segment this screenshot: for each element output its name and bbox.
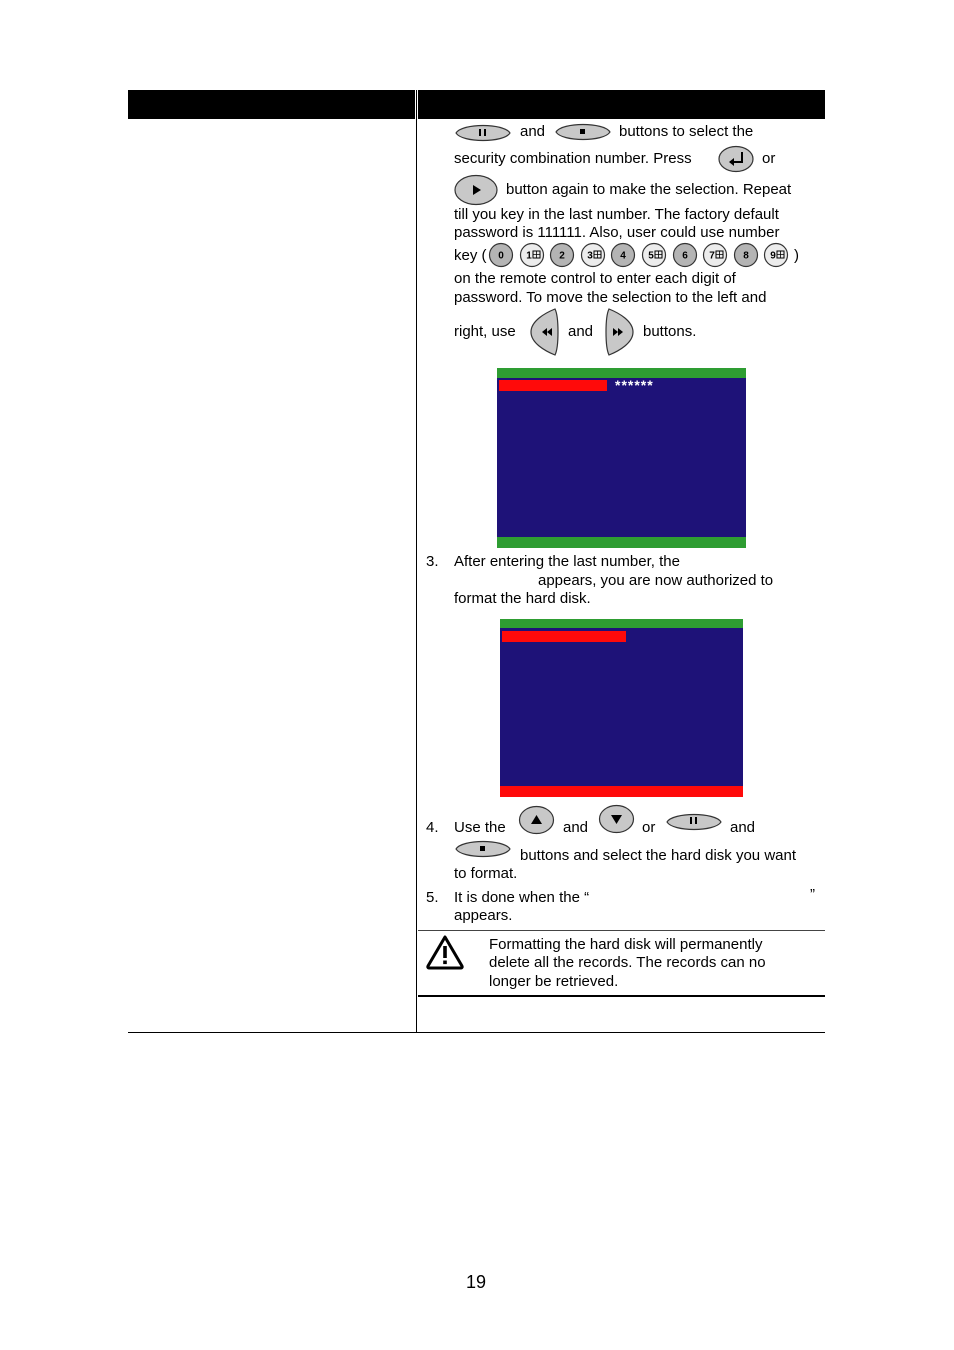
page-number: 19 xyxy=(466,1272,487,1292)
step2-line9-c: buttons. xyxy=(643,323,697,340)
warning-bottom-rule xyxy=(418,995,825,997)
number-key-6-icon xyxy=(672,242,698,268)
number-key-label: 4 xyxy=(620,250,627,262)
step2-line9-b: and xyxy=(568,323,594,340)
step4-line1-d: and xyxy=(730,819,756,836)
number-key-label: 3 xyxy=(587,250,593,262)
table-bottom-rule xyxy=(128,1032,825,1033)
step2-line1-text: buttons to select the xyxy=(619,123,754,140)
top-band xyxy=(500,619,743,628)
number-key-1-icon xyxy=(519,242,545,268)
number-key-label: 9 xyxy=(770,250,777,262)
enter-button-icon xyxy=(717,145,755,173)
step4-line1-c: or xyxy=(642,819,656,836)
stop-button-icon xyxy=(554,119,612,145)
number-key-label: 7 xyxy=(709,250,715,262)
number-key-0-icon xyxy=(488,242,514,268)
warning-line1: Formatting the hard disk will permanently xyxy=(489,936,763,953)
step3-line3: format the hard disk. xyxy=(454,590,591,607)
step2-line6-post: ) xyxy=(794,247,799,264)
step2-line3-text: button again to make the selection. Repeat xyxy=(506,181,792,198)
down-button-icon xyxy=(598,804,635,834)
column-divider xyxy=(416,90,417,1033)
number-key-2-icon xyxy=(549,242,575,268)
step2-line4-text: till you key in the last number. The factory default xyxy=(454,206,779,223)
warning-top-rule xyxy=(418,930,825,931)
step2-line2-text: security combination number. Press xyxy=(454,150,692,167)
table-header-left xyxy=(128,90,415,119)
step5-number: 5. xyxy=(426,889,439,906)
table-header-right xyxy=(418,90,825,119)
number-key-4-icon xyxy=(610,242,636,268)
step3-line2: appears, you are now authorized to xyxy=(538,572,774,589)
up-button-icon xyxy=(518,805,555,835)
step4-line1-a: Use the xyxy=(454,819,506,836)
number-key-label: 5 xyxy=(648,250,654,262)
number-key-label: 0 xyxy=(498,250,504,262)
step2-line7-text: on the remote control to enter each digit of xyxy=(454,270,736,287)
warning-line3: longer be retrieved. xyxy=(489,973,619,990)
selected-field xyxy=(499,380,607,391)
step2-line9-a: right, use xyxy=(454,323,516,340)
number-key-8-icon xyxy=(733,242,759,268)
bottom-band xyxy=(497,537,746,548)
number-key-label: 1 xyxy=(525,250,532,262)
step4-line1-b: and xyxy=(563,819,589,836)
step2-line5-text: password is 111111. Also, user could use number xyxy=(454,224,780,241)
step4-line2: buttons and select the hard disk you want xyxy=(520,847,797,864)
step4-line3: to format. xyxy=(454,865,518,882)
bottom-band xyxy=(500,786,743,797)
number-key-row xyxy=(488,242,798,270)
number-key-label: 2 xyxy=(559,250,565,262)
number-key-label: 6 xyxy=(681,250,688,262)
stop-button-icon xyxy=(454,836,512,862)
pause-button-icon xyxy=(454,120,512,146)
step2-line2-or: or xyxy=(762,150,776,167)
step3-line1: After entering the last number, the xyxy=(454,553,680,570)
format-screen xyxy=(500,619,743,797)
step3-number: 3. xyxy=(426,553,439,570)
number-key-9-icon xyxy=(763,242,789,268)
step5-quote-close: ” xyxy=(810,886,815,903)
number-key-label: 8 xyxy=(743,250,749,262)
rewind-button-icon xyxy=(529,307,561,357)
selected-item xyxy=(502,631,626,642)
step5-line2: appears. xyxy=(454,907,513,924)
step2-line6-pre: key ( xyxy=(454,247,487,264)
step4-number: 4. xyxy=(426,819,439,836)
play-button-icon xyxy=(454,174,499,206)
number-key-3-icon xyxy=(580,242,606,268)
step2-line8-text: password. To move the selection to the left and xyxy=(454,289,767,306)
step2-line1-and: and xyxy=(520,123,546,140)
number-key-5-icon xyxy=(641,242,667,268)
fast-forward-button-icon xyxy=(603,307,635,357)
password-mask: ****** xyxy=(615,377,654,393)
pause-button-icon xyxy=(665,809,723,835)
warning-line2: delete all the records. The records can no xyxy=(489,954,766,971)
warning-triangle-icon xyxy=(425,934,465,970)
password-screen xyxy=(497,368,746,548)
number-key-7-icon xyxy=(702,242,728,268)
step5-line1: It is done when the “ xyxy=(454,889,590,906)
